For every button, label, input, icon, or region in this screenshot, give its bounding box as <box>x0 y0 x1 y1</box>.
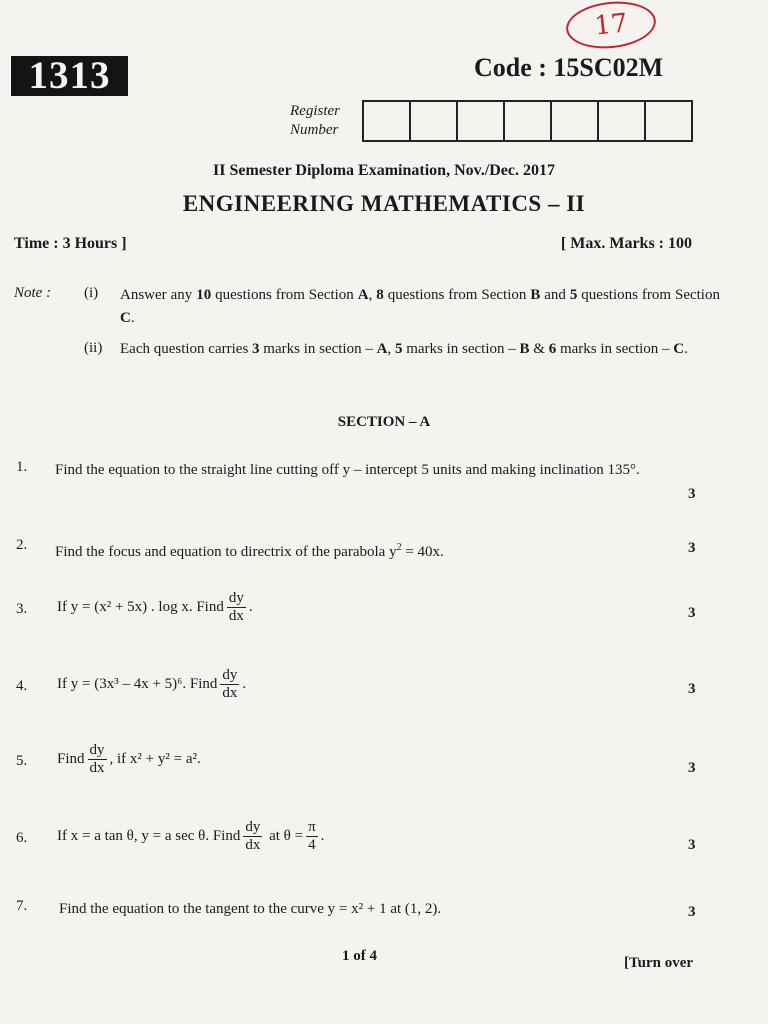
question-text: Find the equation to the tangent to the curve y = x² + 1 at (1, 2). <box>59 901 442 917</box>
question-text: If y = (3x³ – 4x + 5)⁶. Find $\frac{dy}{dx}$ . <box>57 667 247 701</box>
question-text: Find $\frac{dy}{dx}$ , if x² + y² = a². <box>57 742 201 776</box>
handwritten-mark: 17 <box>564 0 658 53</box>
question-text: Find the equation to the straight line cutting off y – intercept 5 units and making inclination 135°. <box>55 462 640 478</box>
register-number-boxes[interactable] <box>362 100 693 142</box>
note-text: Answer any 10 questions from Section A, 8 questions from Section B and 5 questions from Section C. <box>120 287 720 326</box>
question-marks: 3 <box>688 681 696 697</box>
question-text: Find the focus and equation to directrix of the parabola $y^2 = 40x$. <box>55 542 444 560</box>
fraction-dy-dx: $\frac{dy}{dx}$ <box>228 590 244 624</box>
max-marks: [ Max. Marks : 100 <box>560 235 692 252</box>
page-number: 1 of 4 <box>342 948 377 964</box>
question-number: 5. <box>16 753 28 769</box>
question-number: 4. <box>16 678 28 694</box>
register-label-line2: Number <box>290 122 339 138</box>
note-number: (i) <box>84 285 99 301</box>
question-marks: 3 <box>688 760 696 776</box>
turn-over: [Turn over <box>624 955 694 971</box>
register-label <box>290 102 356 140</box>
register-label-line1: Register <box>290 103 340 119</box>
paper-number: 1313 <box>11 56 128 96</box>
question-number: 3. <box>16 601 28 617</box>
note-text: Each question carries 3 marks in section – A, 5 marks in section – B & 6 marks in section – C. <box>120 341 688 357</box>
question-number: 1. <box>16 459 28 475</box>
note-label: Note : <box>14 285 52 301</box>
register-box[interactable] <box>646 102 691 140</box>
register-box[interactable] <box>505 102 552 140</box>
question-number: 7. <box>16 898 28 914</box>
fraction-dy-dx: $\frac{dy}{dx}$ <box>245 819 261 853</box>
section-heading: SECTION – A <box>337 414 431 430</box>
exam-line: II Semester Diploma Examination, Nov./Dec. 2017 <box>213 162 555 179</box>
question-number: 2. <box>16 537 28 553</box>
fraction-pi-4: $\frac{\pi}{4}$ <box>308 819 316 853</box>
register-box[interactable] <box>458 102 505 140</box>
register-box[interactable] <box>552 102 599 140</box>
question-number: 6. <box>16 830 28 846</box>
question-marks: 3 <box>688 486 696 502</box>
note-number: (ii) <box>84 340 103 356</box>
question-marks: 3 <box>688 540 696 556</box>
question-marks: 3 <box>688 837 696 853</box>
subject-code: Code : 15SC02M <box>474 53 664 82</box>
question-marks: 3 <box>688 904 696 920</box>
fraction-dy-dx: $\frac{dy}{dx}$ <box>89 742 105 776</box>
register-box[interactable] <box>411 102 458 140</box>
question-marks: 3 <box>688 605 696 621</box>
time-allowed: Time : 3 Hours ] <box>14 235 127 252</box>
question-text: If x = a tan θ, y = a sec θ. Find $\frac{dy}{dx}$ at θ = $\frac{\pi}{4}$ . <box>57 819 325 853</box>
question-text: If y = (x² + 5x) . log x. Find $\frac{dy}{dx}$ . <box>57 590 253 624</box>
fraction-dy-dx: $\frac{dy}{dx}$ <box>222 667 238 701</box>
subject-title: ENGINEERING MATHEMATICS – II <box>182 191 586 216</box>
register-box[interactable] <box>364 102 411 140</box>
register-box[interactable] <box>599 102 646 140</box>
